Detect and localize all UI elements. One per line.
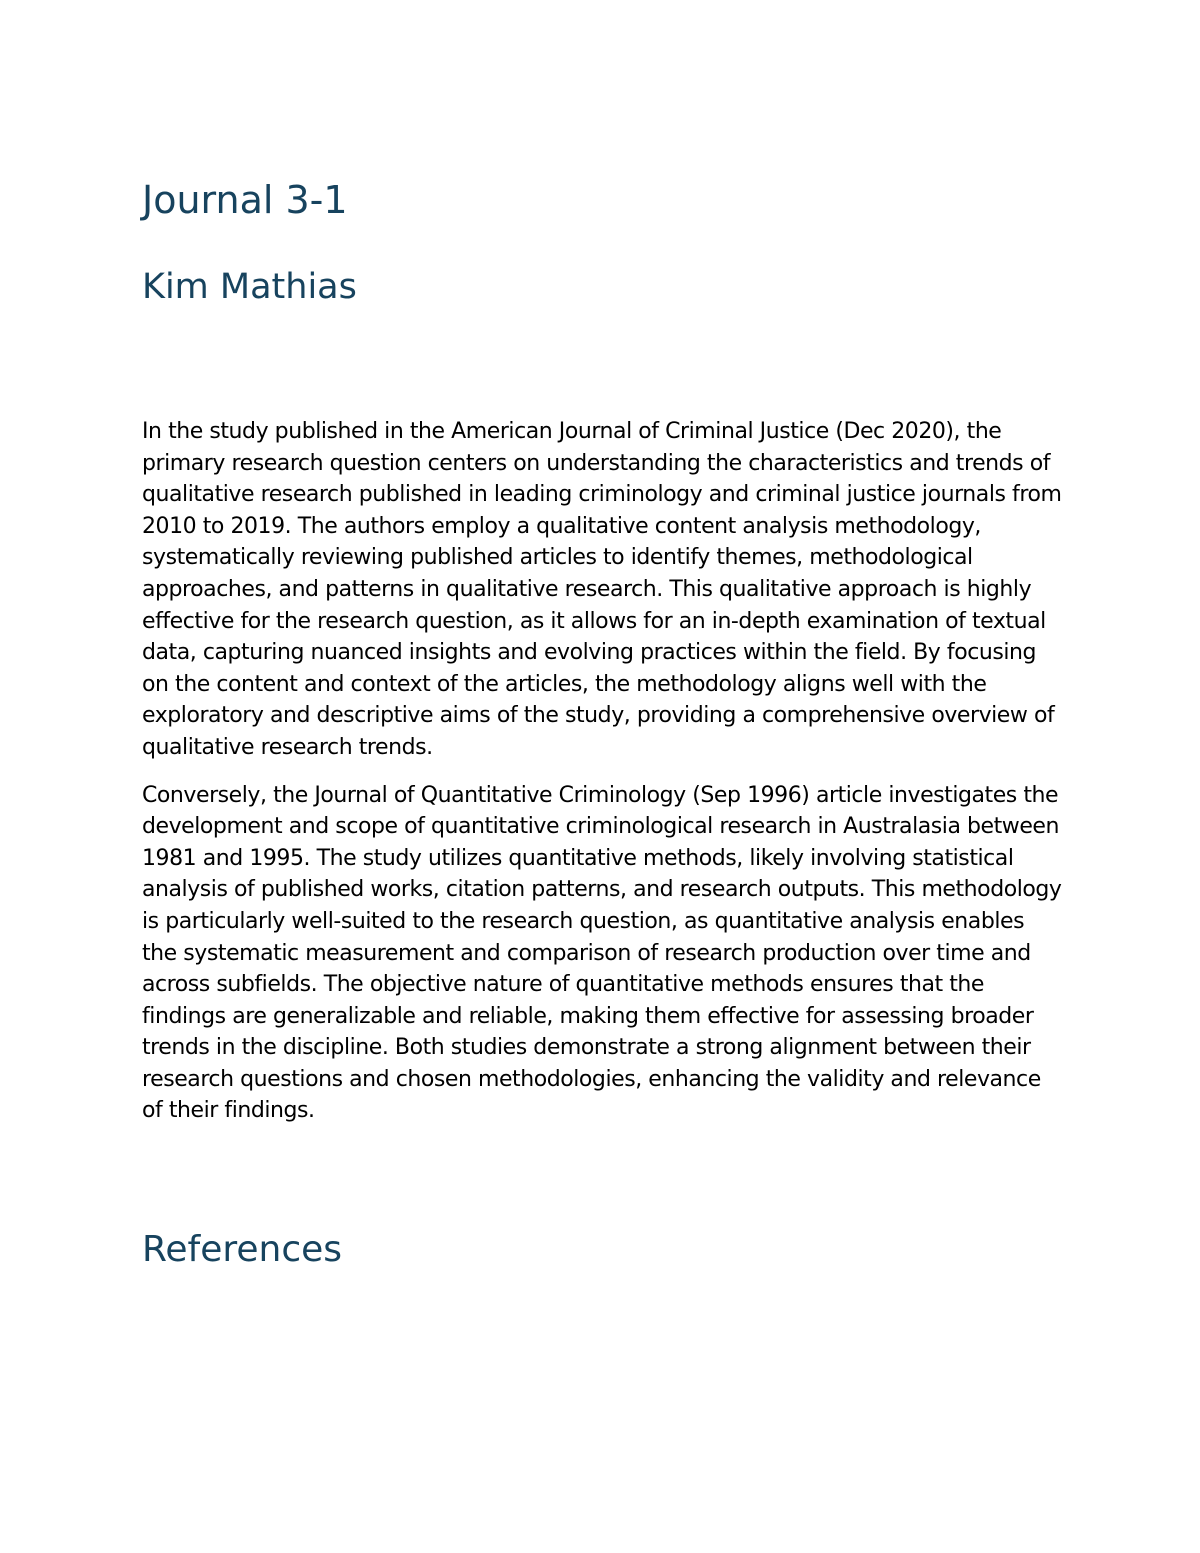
body-paragraph-2: Conversely, the Journal of Quantitative Criminology (Sep 1996) article investigates the development and scope of quantitative criminological research in Australasia between 1981 and 1995. The study utilizes quantitative methods, likely involving statistical analysis of published works, citation patterns, and research outputs. This methodology is particularly well-suited to the research question, as quantitative analysis enables the systematic measurement and comparison of research production over time and across subfields. The objective nature of quantitative methods ensures that the findings are generalizable and reliable, making them effective for assessing broader trends in the discipline. Both studies demonstrate a strong alignment between their research questions and chosen methodologies, enhancing the validity and relevance of their findings. bbox=[142, 782, 1062, 1124]
references-heading: References bbox=[142, 1229, 343, 1270]
body-paragraph-1: In the study published in the American Journal of Criminal Justice (Dec 2020), the primary research question centers on understanding the characteristics and trends of qualitative research published in leading criminology and criminal justice journals from 2010 to 2019. The authors employ a qualitative content analysis methodology, systematically reviewing published articles to identify themes, methodological approaches, and patterns in qualitative research. This qualitative approach is highly effective for the research question, as it allows for an in-depth examination of textual data, capturing nuanced insights and evolving practices within the field. By focusing on the content and context of the articles, the methodology aligns well with the exploratory and descriptive aims of the study, providing a comprehensive overview of qualitative research trends. bbox=[142, 419, 1062, 760]
document-body bbox=[142, 416, 1062, 1143]
author-name: Kim Mathias bbox=[142, 267, 357, 307]
document-title: Journal 3-1 bbox=[142, 178, 348, 222]
